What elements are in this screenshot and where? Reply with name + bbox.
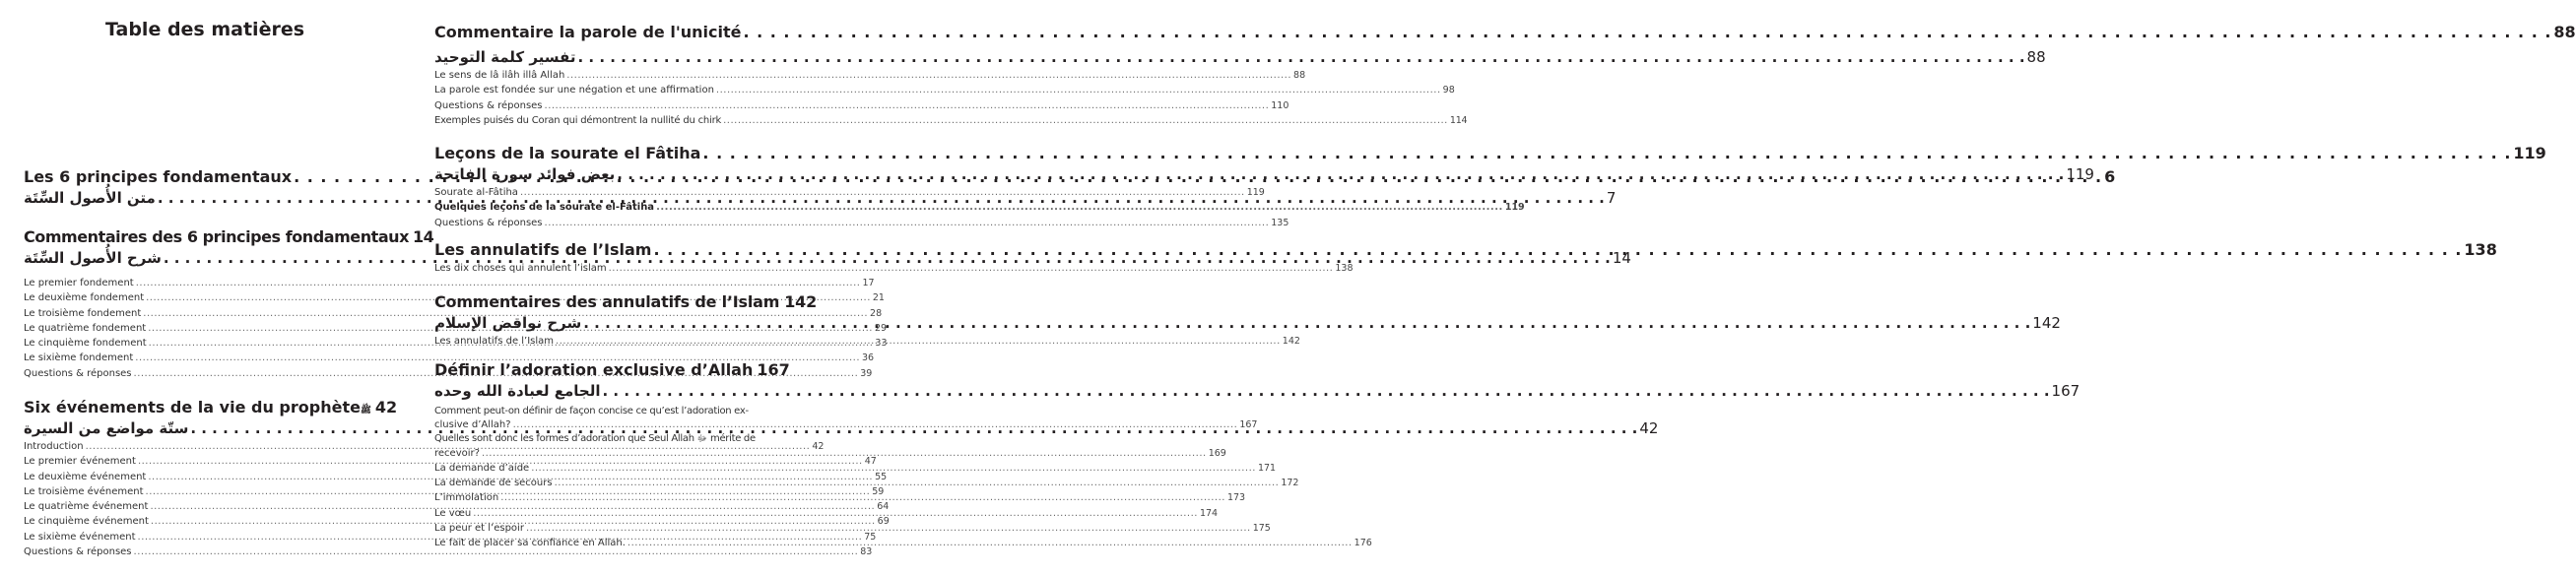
leader-dots xyxy=(653,239,2462,260)
toc-entry[interactable] xyxy=(434,261,1354,276)
toc-entry[interactable] xyxy=(434,216,1289,230)
page-number: 64 xyxy=(877,501,890,513)
page-number: 21 xyxy=(872,292,885,304)
entry-label: Quelques leçons de la sourate el-Fâtiha xyxy=(434,202,655,214)
page-number: 88 xyxy=(1293,70,1306,81)
arabic-title: متن الأُصول السِّتَة xyxy=(24,189,156,207)
page-number: 7 xyxy=(1606,189,1617,207)
entry-label: Le sixième événement xyxy=(24,531,136,543)
leader-dots xyxy=(136,276,861,290)
entry-label: Les annulatifs de l’Islam xyxy=(434,336,555,347)
page-number: 17 xyxy=(862,278,875,288)
entry-label: Le quatrième fondement xyxy=(24,322,147,334)
leader-dots xyxy=(545,216,1270,230)
entry-label: Le quatrième événement xyxy=(24,501,149,513)
entry-label: Questions & réponses xyxy=(434,217,543,228)
salutation-symbol: ﷺ xyxy=(360,406,371,416)
leader-dots xyxy=(723,113,1448,128)
leader-dots xyxy=(526,521,1251,536)
section-heading-row[interactable] xyxy=(434,359,790,381)
arabic-title: شرح نواقض الإسلام xyxy=(434,314,582,332)
section-heading: Les annulatifs de l’Islam xyxy=(434,240,652,259)
entry-label: Le deuxième événement xyxy=(24,471,147,482)
page-title: Table des matières xyxy=(105,19,305,40)
entry-label-line: clusive d’Allah? xyxy=(434,419,511,431)
page-number: 119 xyxy=(1246,187,1265,198)
leader-dots xyxy=(500,490,1225,505)
leader-dots xyxy=(520,185,1245,200)
toc-entry[interactable] xyxy=(24,276,875,290)
page-number: 14 xyxy=(1612,249,1631,267)
entry-label: Questions & réponses xyxy=(24,367,132,379)
toc-entry[interactable] xyxy=(434,200,1525,215)
page-number: 167 xyxy=(2051,382,2081,400)
page-number: 36 xyxy=(862,352,875,364)
page-number: 142 xyxy=(2032,314,2061,332)
page-number: 42 xyxy=(1639,419,1659,437)
entry-label: Questions & réponses xyxy=(434,99,543,111)
leader-dots xyxy=(617,164,2064,184)
arabic-title: شرح الأُصول السِّتَة xyxy=(24,249,162,267)
entry-label: La parole est fondée sur une négation et une affirmation xyxy=(434,85,714,96)
page-number: 169 xyxy=(1208,447,1226,459)
entry-label: Exemples puisés du Coran qui démontrent la nullité du chirk xyxy=(434,114,722,126)
page-number: 119 xyxy=(2513,144,2546,162)
entry-last-line xyxy=(434,447,1226,461)
leader-dots xyxy=(743,22,2551,42)
page-number: 119 xyxy=(2066,165,2094,183)
page-number: 173 xyxy=(1226,492,1246,504)
arabic-title: ستّة مواضع من السيرة xyxy=(24,419,189,437)
page-number: 171 xyxy=(1257,462,1277,474)
leader-dots xyxy=(473,506,1198,521)
page-number: 119 xyxy=(1504,202,1525,214)
toc-section xyxy=(434,22,2576,128)
page-number: 167 xyxy=(757,360,790,379)
toc-entry[interactable] xyxy=(434,98,1289,113)
page-number: 75 xyxy=(864,531,877,543)
entry-label: Le sixième fondement xyxy=(24,352,134,364)
entry-label: Le troisième événement xyxy=(24,485,144,497)
page-number: 176 xyxy=(1354,538,1372,549)
leader-dots xyxy=(531,461,1256,476)
leader-dots xyxy=(716,83,1441,97)
page-number: 138 xyxy=(2464,240,2497,259)
entry-label: Le cinquième fondement xyxy=(24,338,147,350)
page-number: 69 xyxy=(877,516,890,528)
toc-entry[interactable] xyxy=(24,306,883,321)
toc-entry[interactable] xyxy=(434,113,1468,128)
leader-dots xyxy=(482,447,1207,461)
page-number: 33 xyxy=(875,338,888,350)
page-number: 142 xyxy=(1282,336,1300,347)
section-heading: Commentaires des annulatifs de l’Islam xyxy=(434,292,780,311)
leader-dots xyxy=(566,68,1291,83)
page-number: 42 xyxy=(812,441,825,452)
toc-entry[interactable] xyxy=(24,544,873,559)
section-heading-row[interactable] xyxy=(434,291,818,313)
leader-dots xyxy=(609,261,1334,276)
entry-label-line xyxy=(434,432,785,446)
arabic-title-row[interactable] xyxy=(434,47,2046,68)
arabic-title-row[interactable] xyxy=(434,381,2081,402)
arabic-title: الجامع لعبادة الله وحده xyxy=(434,382,601,400)
page-number: 172 xyxy=(1281,478,1299,489)
page-number: 174 xyxy=(1199,507,1219,519)
entry-label: Le deuxième fondement xyxy=(24,292,145,304)
section-heading-row[interactable] xyxy=(24,397,398,418)
page-number: 135 xyxy=(1271,217,1289,228)
page-number: 110 xyxy=(1271,99,1289,111)
page-number: 42 xyxy=(374,398,398,416)
leader-dots xyxy=(627,536,1353,550)
entry-label: Introduction xyxy=(24,441,84,452)
entry-label: La peur et l’espoir xyxy=(434,523,524,534)
leader-dots xyxy=(555,476,1280,490)
entry-label-text: mérite de xyxy=(710,433,756,445)
entry-label: Le cinquième événement xyxy=(24,516,149,528)
entry-label-line: recevoir? xyxy=(434,447,480,459)
section-heading-row[interactable] xyxy=(434,143,2546,164)
section-heading: Les 6 principes fondamentaux xyxy=(24,167,293,186)
entry-label: Questions & réponses xyxy=(24,546,132,558)
page-number: 6 xyxy=(2104,167,2116,186)
page-number: 14 xyxy=(413,227,434,246)
entry-label: Le premier fondement xyxy=(24,278,134,288)
leader-dots xyxy=(578,47,2025,67)
page-number: 98 xyxy=(1442,85,1455,96)
toc-entry[interactable] xyxy=(434,83,1455,97)
section-heading: Commentaires des 6 principes fondamentaux xyxy=(24,227,409,246)
arabic-title: بعض فوائد سورة الفاتحة xyxy=(434,165,616,183)
page-number: 88 xyxy=(2026,48,2046,66)
leader-dots xyxy=(656,200,1503,215)
page-number: 138 xyxy=(1335,263,1354,274)
section-heading: Six événements de la vie du prophète xyxy=(24,398,361,416)
page-number: 114 xyxy=(1449,114,1468,126)
section-heading-row[interactable] xyxy=(434,22,2576,43)
entry-label: La demande d’aide xyxy=(434,462,530,474)
page-number: 175 xyxy=(1252,523,1271,534)
section-heading: Leçons de la sourate el Fâtiha xyxy=(434,144,701,162)
entry-label: Le fait de placer sa confiance en Allah. xyxy=(434,538,626,549)
entry-label: Les dix choses qui annulent l’islam xyxy=(434,263,607,274)
toc-entry[interactable] xyxy=(434,185,1265,200)
entry-label: Le sens de lâ ilâh illâ Allah xyxy=(434,70,565,81)
page-number: 47 xyxy=(864,456,877,468)
page-number: 59 xyxy=(872,485,885,497)
entry-label: L’immolation xyxy=(434,492,499,504)
toc-entry[interactable] xyxy=(24,351,875,365)
entry-label: Le vœu xyxy=(434,507,472,519)
page-number: 83 xyxy=(860,546,873,558)
leader-dots xyxy=(583,313,2030,333)
leader-dots xyxy=(702,143,2511,163)
section-heading: Définir l’adoration exclusive d’Allah xyxy=(434,360,754,379)
leader-dots xyxy=(513,418,1238,432)
toc-entry-multiline[interactable] xyxy=(434,405,1258,432)
toc-entry[interactable] xyxy=(434,68,1306,83)
leader-dots xyxy=(545,98,1270,113)
entry-last-line xyxy=(434,418,1258,432)
leader-dots xyxy=(602,381,2049,401)
arabic-title: تفسير كلمة التوحيد xyxy=(434,48,576,66)
salutation-symbol: ﷻ xyxy=(696,434,707,445)
toc-section xyxy=(434,143,2546,230)
entry-label: Sourate al-Fâtiha xyxy=(434,187,518,198)
leader-dots xyxy=(556,334,1281,349)
page-number: 29 xyxy=(874,322,888,334)
section-heading-row[interactable] xyxy=(24,226,434,248)
page-number: 167 xyxy=(1239,419,1258,431)
page-number: 142 xyxy=(784,292,818,311)
page-number: 55 xyxy=(875,471,888,482)
entry-label: La demande de secours xyxy=(434,478,553,489)
entry-label: Le premier événement xyxy=(24,456,136,468)
entry-label-line: Comment peut-on définir de façon concise ce qu’est l’adoration ex- xyxy=(434,406,749,416)
page-number: 39 xyxy=(860,367,873,379)
page-number: 88 xyxy=(2553,23,2576,41)
page-number: 28 xyxy=(870,307,883,319)
entry-label: Le troisième fondement xyxy=(24,307,142,319)
arabic-title-row[interactable] xyxy=(434,164,2094,185)
entry-label-text: Quelles sont donc les formes d’adoration que Seul Allah xyxy=(434,433,694,445)
section-heading: Commentaire la parole de l'unicité xyxy=(434,23,742,41)
